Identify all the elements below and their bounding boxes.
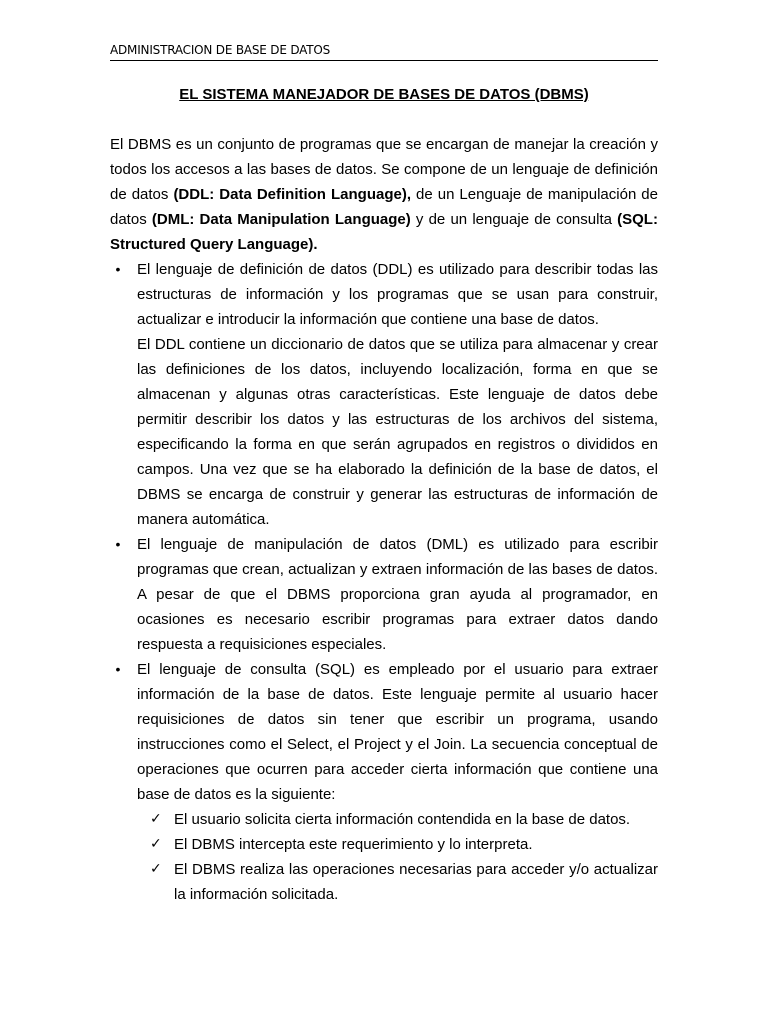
page-header: ADMINISTRACION DE BASE DE DATOS <box>110 43 331 57</box>
document-page <box>110 0 658 1024</box>
checklist-text: El usuario solicita cierta información contendida en la base de datos. <box>174 811 631 828</box>
bullet-paragraph: El DDL contiene un diccionario de datos que se utiliza para almacenar y crear las definiciones de los datos, incluyendo localización, forma en que se almacenan y algunas otras características. Este lenguaje de datos debe permitir describir los datos y las estructuras de los archivos del sistema, especificando la forma en que serán agrupados en registros o divididos en campos. Una vez que se ha elaborado la definición de la base de datos, el DBMS se encarga de construir y generar las estructuras de información de manera automática. <box>137 336 658 528</box>
intro-paragraph <box>110 132 658 257</box>
document-title: EL SISTEMA MANEJADOR DE BASES DE DATOS (DBMS) <box>179 86 589 103</box>
checkmark-icon: ✓ <box>150 836 162 852</box>
intro-text-3: y de un lenguaje de consulta <box>410 211 618 228</box>
intro-sql-bold: (SQL: Structured Query Language). <box>110 211 658 253</box>
checklist-text: El DBMS realiza las operaciones necesarias para acceder y/o actualizar la información solicitada. <box>174 861 658 903</box>
bullet-paragraph: El lenguaje de consulta (SQL) es empleado por el usuario para extraer información de la base de datos. Este lenguaje permite al usuario hacer requisiciones de datos sin tener que escribir un programa, usando instrucciones como el Select, el Project y el Join. La secuencia conceptual de operaciones que ocurren para acceder cierta información que contiene una base de datos es la siguiente: <box>137 661 658 803</box>
bullet-item-dml <box>110 532 658 657</box>
header-divider <box>110 60 658 61</box>
checklist-item <box>137 857 658 907</box>
intro-ddl-bold: (DDL: Data Definition Language), <box>173 186 411 203</box>
document-body <box>110 132 658 907</box>
bullet-icon: • <box>115 536 121 552</box>
checkmark-icon: ✓ <box>150 811 162 827</box>
intro-text-1: El DBMS es un conjunto de programas que se encargan de manejar la creación y todos los accesos a las bases de datos. Se compone de un lenguaje de definición de datos <box>110 136 658 203</box>
bullet-paragraph: El lenguaje de manipulación de datos (DML) es utilizado para escribir programas que crean, actualizan y extraen información de las bases de datos. A pesar de que el DBMS proporciona gran ayuda al programador, en ocasiones es necesario escribir programas para extraer datos dando respuesta a requisiciones especiales. <box>137 536 658 653</box>
bullet-item-ddl <box>110 257 658 532</box>
checklist-text: El DBMS intercepta este requerimiento y lo interpreta. <box>174 836 533 853</box>
checkmark-icon: ✓ <box>150 861 162 877</box>
bullet-icon: • <box>115 261 121 277</box>
bullet-paragraph: El lenguaje de definición de datos (DDL) es utilizado para describir todas las estructuras de información y los programas que se usan para construir, actualizar e introducir la información que contiene una base de datos. <box>137 261 658 328</box>
bullet-icon: • <box>115 661 121 677</box>
intro-dml-bold: (DML: Data Manipulation Language) <box>151 211 411 228</box>
bullet-item-sql <box>110 657 658 807</box>
checklist-item <box>137 832 658 857</box>
checklist-item <box>137 807 658 832</box>
intro-text-2: de un Lenguaje de manipulación de datos <box>110 186 658 228</box>
